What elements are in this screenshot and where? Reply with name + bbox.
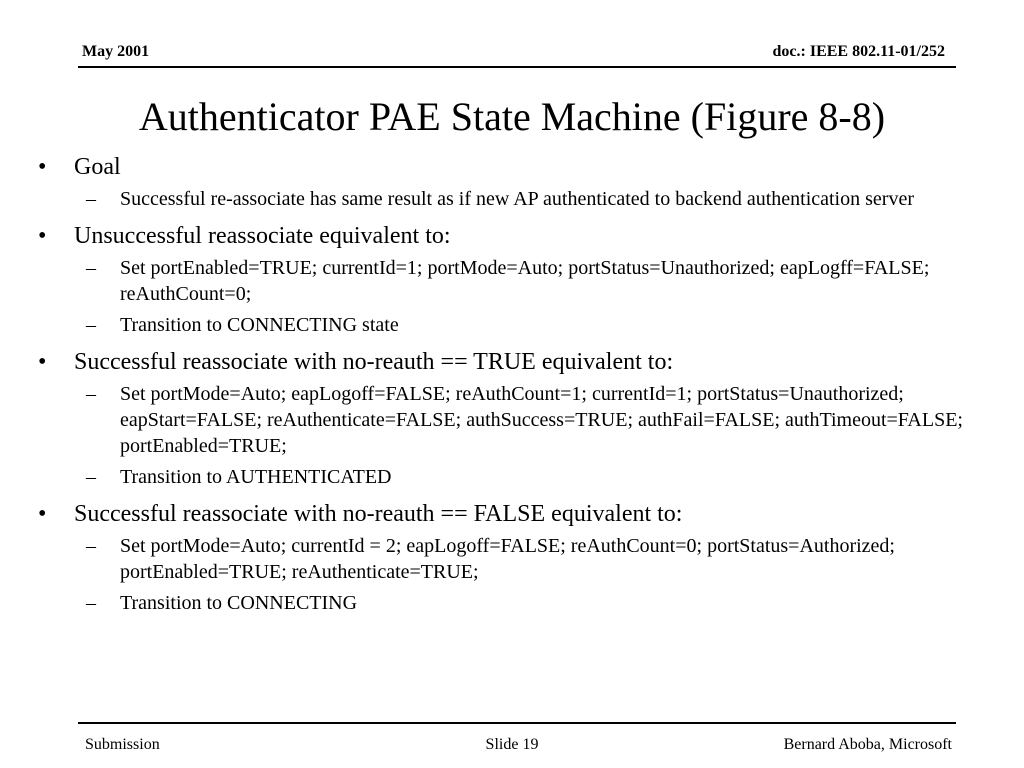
- sub-bullet: [32, 381, 992, 459]
- sub-bullet: [32, 590, 992, 616]
- dash-icon: –: [86, 592, 96, 614]
- sub-bullet-text: Transition to CONNECTING: [120, 592, 358, 614]
- footer-slide-number: Slide 19: [485, 736, 539, 753]
- dash-icon: –: [86, 466, 96, 488]
- bullet-icon: •: [38, 349, 47, 375]
- footer-submission: Submission: [85, 736, 160, 753]
- header-doc-id: doc.: IEEE 802.11-01/252: [772, 43, 945, 60]
- dash-icon: –: [86, 383, 96, 405]
- bullet-reauth-false: [32, 500, 992, 528]
- sub-bullet-text: Set portMode=Auto; currentId = 2; eapLogoff=FALSE; reAuthCount=0; portStatus=Authorized; portEnabled=TRUE; reAuthenticate=TRUE;: [120, 535, 895, 583]
- sub-bullet: [32, 312, 992, 338]
- sub-bullet-text: Successful re-associate has same result as if new AP authenticated to backend authentication server: [120, 188, 914, 210]
- sub-bullet-text: Set portEnabled=TRUE; currentId=1; portMode=Auto; portStatus=Unauthorized; eapLogff=FALSE; reAuthCount=0;: [120, 257, 930, 305]
- bullet-text: Successful reassociate with no-reauth == TRUE equivalent to:: [74, 349, 674, 375]
- sub-bullet: [32, 186, 992, 212]
- dash-icon: –: [86, 188, 96, 210]
- dash-icon: –: [86, 535, 96, 557]
- sub-bullet-text: Set portMode=Auto; eapLogoff=FALSE; reAuthCount=1; currentId=1; portStatus=Unauthorized; eapStart=FALSE; reAuthenticate=FALSE; authSuccess=TRUE; authFail=FALSE; authTimeout=FALSE; portEnabled=TRUE;: [120, 383, 963, 457]
- bullet-text: Unsuccessful reassociate equivalent to:: [74, 223, 451, 249]
- dash-icon: –: [86, 314, 96, 336]
- sub-bullet: [32, 533, 992, 585]
- bullet-icon: •: [38, 501, 47, 527]
- dash-icon: –: [86, 257, 96, 279]
- sub-bullet: [32, 464, 992, 490]
- sub-bullet: [32, 255, 992, 307]
- sub-bullet-text: Transition to AUTHENTICATED: [120, 466, 392, 488]
- bullet-text: Successful reassociate with no-reauth == FALSE equivalent to:: [74, 501, 683, 527]
- sub-bullet-text: Transition to CONNECTING state: [120, 314, 399, 336]
- bullet-goal: [32, 153, 992, 181]
- bullet-icon: •: [38, 223, 47, 249]
- bullet-list: [32, 149, 992, 616]
- bullet-unsuccessful-reassociate: [32, 222, 992, 250]
- bullet-reauth-true: [32, 348, 992, 376]
- footer-divider: [78, 722, 956, 724]
- slide-title: Authenticator PAE State Machine (Figure 8-8): [138, 94, 886, 139]
- header-divider: [78, 66, 956, 68]
- bullet-icon: •: [38, 154, 47, 180]
- footer-author: Bernard Aboba, Microsoft: [783, 736, 952, 753]
- bullet-text: Goal: [74, 154, 121, 180]
- header-date: May 2001: [82, 43, 150, 60]
